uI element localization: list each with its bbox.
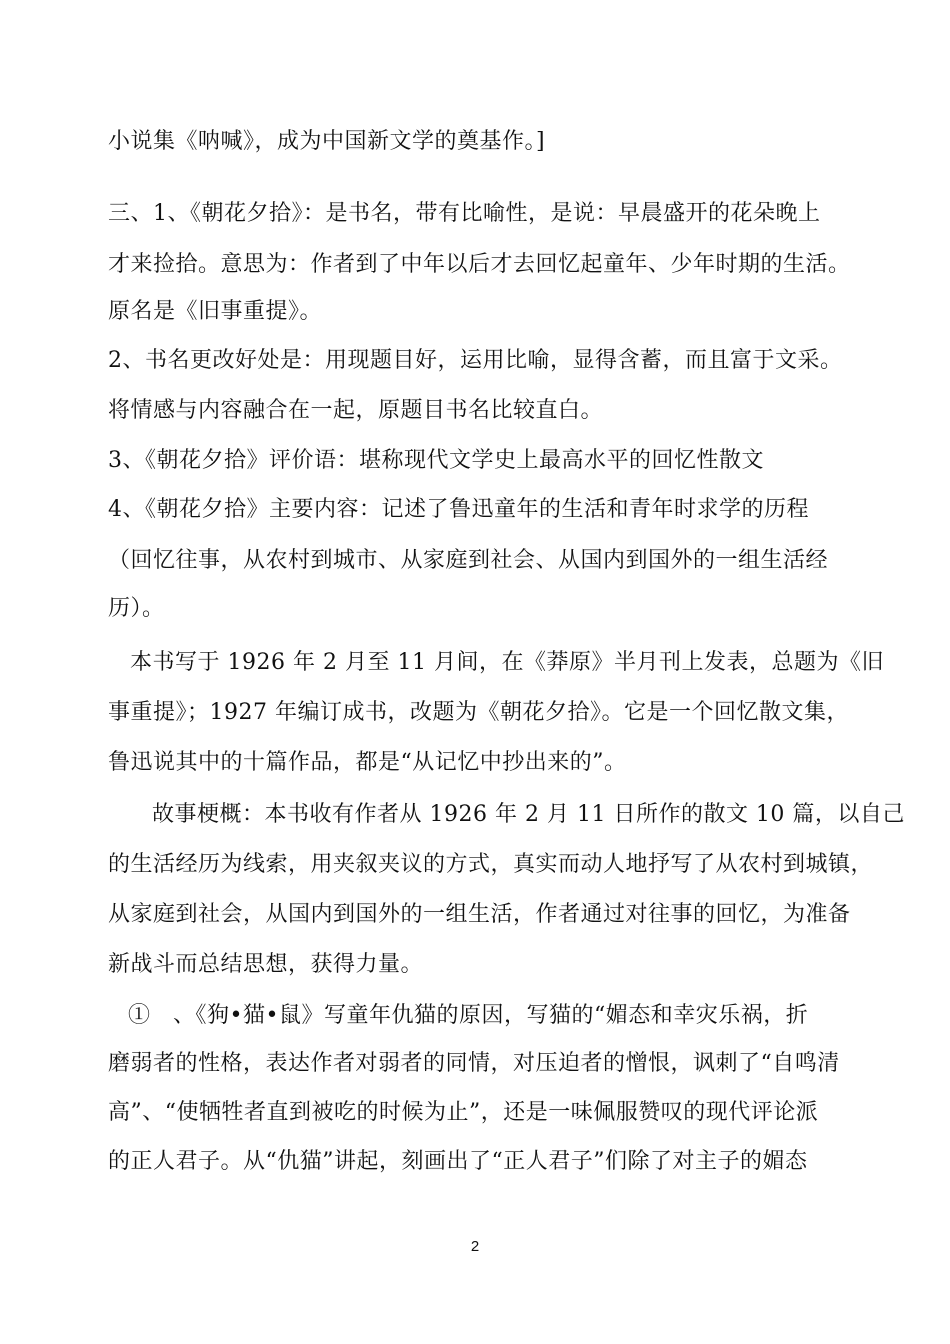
text-line-19: 磨弱者的性格，表达作者对弱者的同情，对压迫者的憎恨，讽刺了“自鸣清 xyxy=(108,1051,840,1076)
text-line-4: 原名是《旧事重提》。 xyxy=(108,299,323,324)
text-line-7: 3、《朝花夕拾》评价语：堪称现代文学史上最高水平的回忆性散文 xyxy=(108,448,764,473)
text-line-1: 小说集《呐喊》，成为中国新文学的奠基作。] xyxy=(108,129,546,154)
text-line-14: 故事梗概：本书收有作者从 1926 年 2 月 11 日所作的散文 10 篇，以自己 xyxy=(152,802,905,827)
text-line-21: 的正人君子。从“仇猫”讲起，刻画出了“正人君子”们除了对主子的媚态 xyxy=(108,1149,808,1174)
text-line-12: 事重提》；1927 年编订成书，改题为《朝花夕拾》。它是一个回忆散文集， xyxy=(108,700,849,725)
text-line-2: 三、1、《朝花夕拾》：是书名，带有比喻性，是说：早晨盛开的花朵晚上 xyxy=(108,201,821,226)
text-line-13: 鲁迅说其中的十篇作品，都是“从记忆中抄出来的”。 xyxy=(108,750,627,775)
text-line-20: 高”、“使牺牲者直到被吃的时候为止”，还是一味佩服赞叹的现代评论派 xyxy=(108,1100,819,1125)
text-line-3: 才来捡拾。意思为：作者到了中年以后才去回忆起童年、少年时期的生活。 xyxy=(108,252,851,277)
text-line-16: 从家庭到社会，从国内到国外的一组生活，作者通过对往事的回忆，为准备 xyxy=(108,902,851,927)
text-line-18: ① 、《狗•猫•鼠》写童年仇猫的原因，写猫的“媚态和幸灾乐祸，折 xyxy=(128,1003,809,1028)
text-line-6: 将情感与内容融合在一起，原题目书名比较直白。 xyxy=(108,398,604,423)
text-line-9: （回忆往事，从农村到城市、从家庭到社会、从国内到国外的一组生活经 xyxy=(108,548,829,573)
text-line-15: 的生活经历为线索，用夹叙夹议的方式，真实而动人地抒写了从农村到城镇， xyxy=(108,852,874,877)
text-line-11: 本书写于 1926 年 2 月至 11 月间，在《莽原》半月刊上发表，总题为《旧 xyxy=(130,650,884,675)
page-number: 2 xyxy=(470,1238,480,1255)
text-line-10: 历）。 xyxy=(108,596,165,621)
text-line-8: 4、《朝花夕拾》主要内容：记述了鲁迅童年的生活和青年时求学的历程 xyxy=(108,497,809,522)
text-line-5: 2、书名更改好处是：用现题目好，运用比喻，显得含蓄，而且富于文采。 xyxy=(108,348,843,373)
text-line-17: 新战斗而总结思想，获得力量。 xyxy=(108,952,424,977)
